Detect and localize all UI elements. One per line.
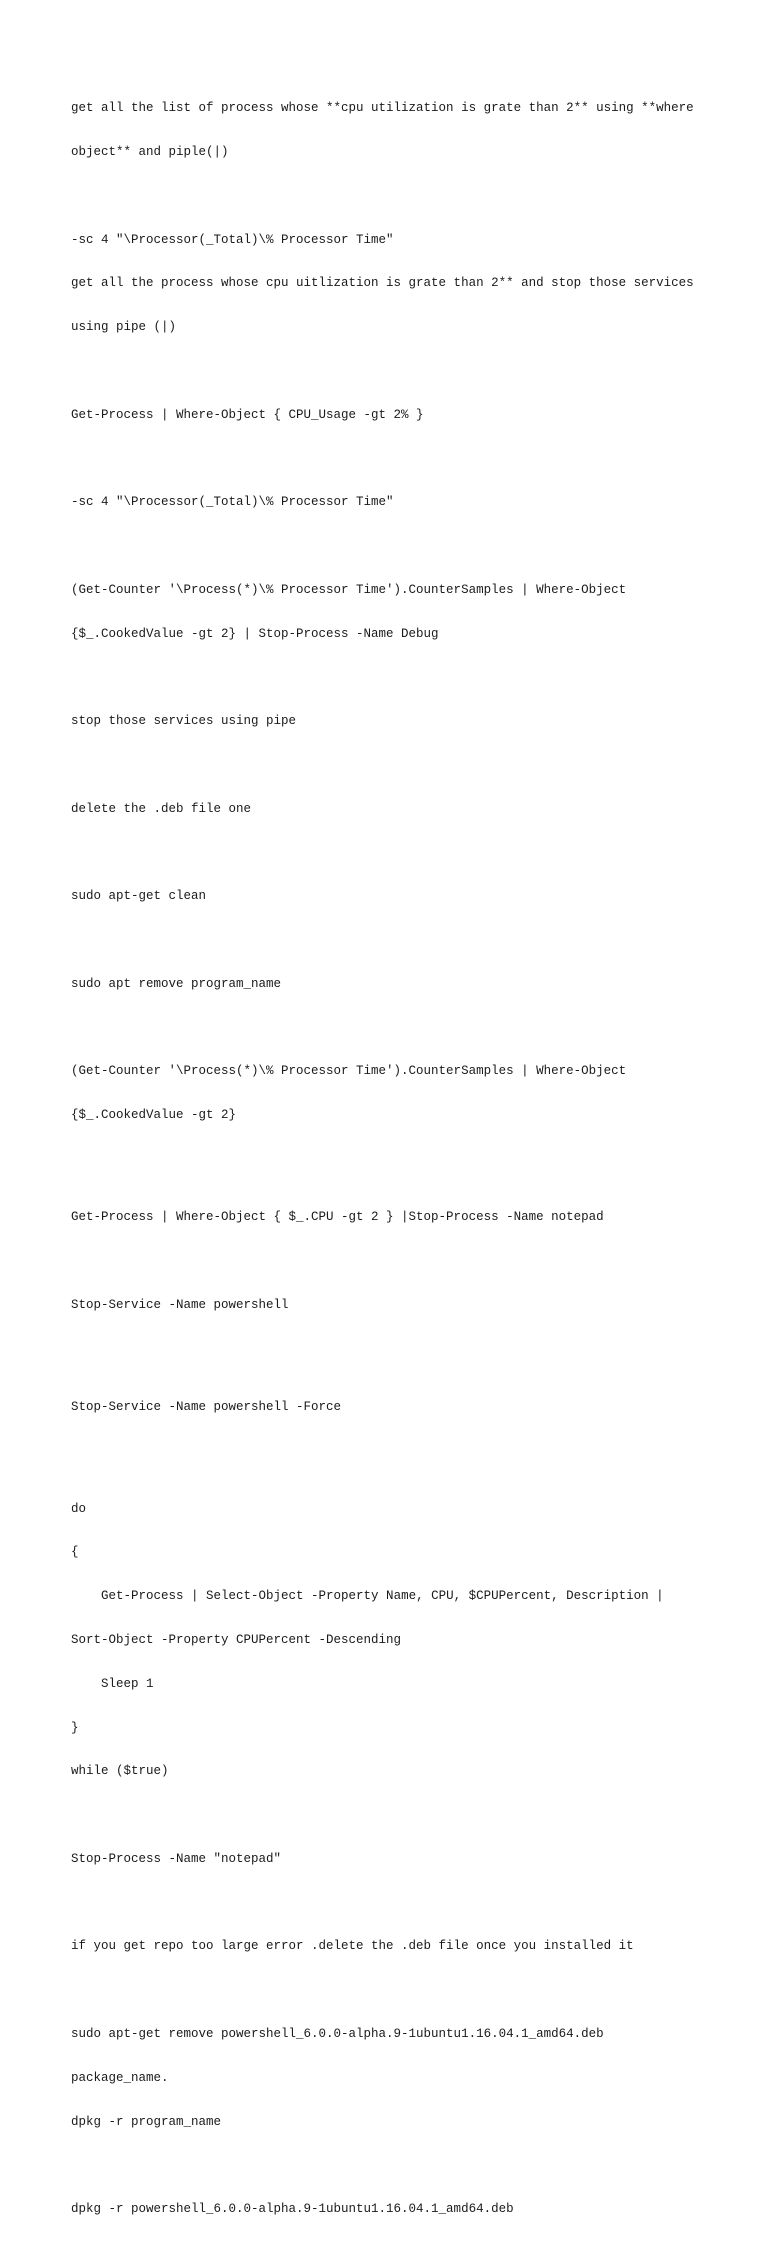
code-line: -sc 4 "\Processor(_Total)\% Processor Time" <box>71 495 394 510</box>
code-line: Stop-Service -Name powershell <box>71 1297 289 1312</box>
text-line: stop those services using pipe <box>71 714 297 729</box>
code-line: package_name. <box>71 2070 169 2085</box>
code-line: } <box>71 1720 79 1735</box>
code-line: {$_.CookedValue -gt 2} | Stop-Process -Name Debug <box>71 626 439 641</box>
paragraph-15 <box>71 1823 711 1896</box>
paragraph-12 <box>71 1269 711 1342</box>
text-line: if you get repo too large error .delete the .deb file once you installed it <box>71 1939 634 1954</box>
code-line: do <box>71 1501 87 1516</box>
code-line: Get-Process | Where-Object { CPU_Usage -gt 2% } <box>71 407 424 422</box>
code-line: Sleep 1 <box>71 1676 154 1691</box>
paragraph-4 <box>71 466 711 539</box>
document-body <box>71 72 711 2261</box>
text-line: get all the process whose cpu uitlization is grate than 2** and stop those services <box>71 276 694 291</box>
code-line: { <box>71 1545 79 1560</box>
text-line: get all the list of process whose **cpu utilization is grate than 2** using **where <box>71 101 694 116</box>
paragraph-11 <box>71 1181 711 1254</box>
text-line: object** and piple(|) <box>71 144 229 159</box>
paragraph-3 <box>71 378 711 451</box>
paragraph-2 <box>71 203 711 364</box>
paragraph-14 <box>71 1472 711 1808</box>
paragraph-13 <box>71 1370 711 1443</box>
code-line: sudo apt-get remove powershell_6.0.0-alpha.9-1ubuntu1.16.04.1_amd64.deb <box>71 2027 604 2041</box>
code-line: (Get-Counter '\Process(*)\% Processor Time').CounterSamples | Where-Object <box>71 582 627 597</box>
code-line: sudo apt-get clean <box>71 889 207 904</box>
paragraph-1 <box>71 72 711 189</box>
paragraph-6 <box>71 685 711 758</box>
paragraph-18 <box>71 2173 711 2246</box>
paragraph-16 <box>71 1910 711 1983</box>
paragraph-10 <box>71 1035 711 1152</box>
code-line: (Get-Counter '\Process(*)\% Processor Time').CounterSamples | Where-Object <box>71 1064 627 1079</box>
paragraph-8 <box>71 860 711 933</box>
code-line: sudo apt remove program_name <box>71 976 282 991</box>
code-line: Stop-Service -Name powershell -Force <box>71 1399 342 1414</box>
code-line: dpkg -r program_name <box>71 2114 222 2129</box>
paragraph-9 <box>71 948 711 1021</box>
code-line: while ($true) <box>71 1764 169 1779</box>
paragraph-5 <box>71 554 711 671</box>
paragraph-7 <box>71 773 711 846</box>
text-line: -sc 4 "\Processor(_Total)\% Processor Time" <box>71 232 394 247</box>
code-line: Stop-Process -Name "notepad" <box>71 1851 282 1866</box>
code-line: Get-Process | Select-Object -Property Name, CPU, $CPUPercent, Description | <box>71 1589 664 1604</box>
text-line: using pipe (|) <box>71 320 177 335</box>
code-line: dpkg -r powershell_6.0.0-alpha.9-1ubuntu1.16.04.1_amd64.deb <box>71 2202 514 2217</box>
paragraph-17 <box>71 1998 711 2159</box>
code-line: Sort-Object -Property CPUPercent -Descending <box>71 1632 402 1647</box>
text-line: delete the .deb file one <box>71 801 252 816</box>
code-line: Get-Process | Where-Object { $_.CPU -gt 2 } |Stop-Process -Name notepad <box>71 1210 604 1225</box>
code-line: {$_.CookedValue -gt 2} <box>71 1108 237 1123</box>
